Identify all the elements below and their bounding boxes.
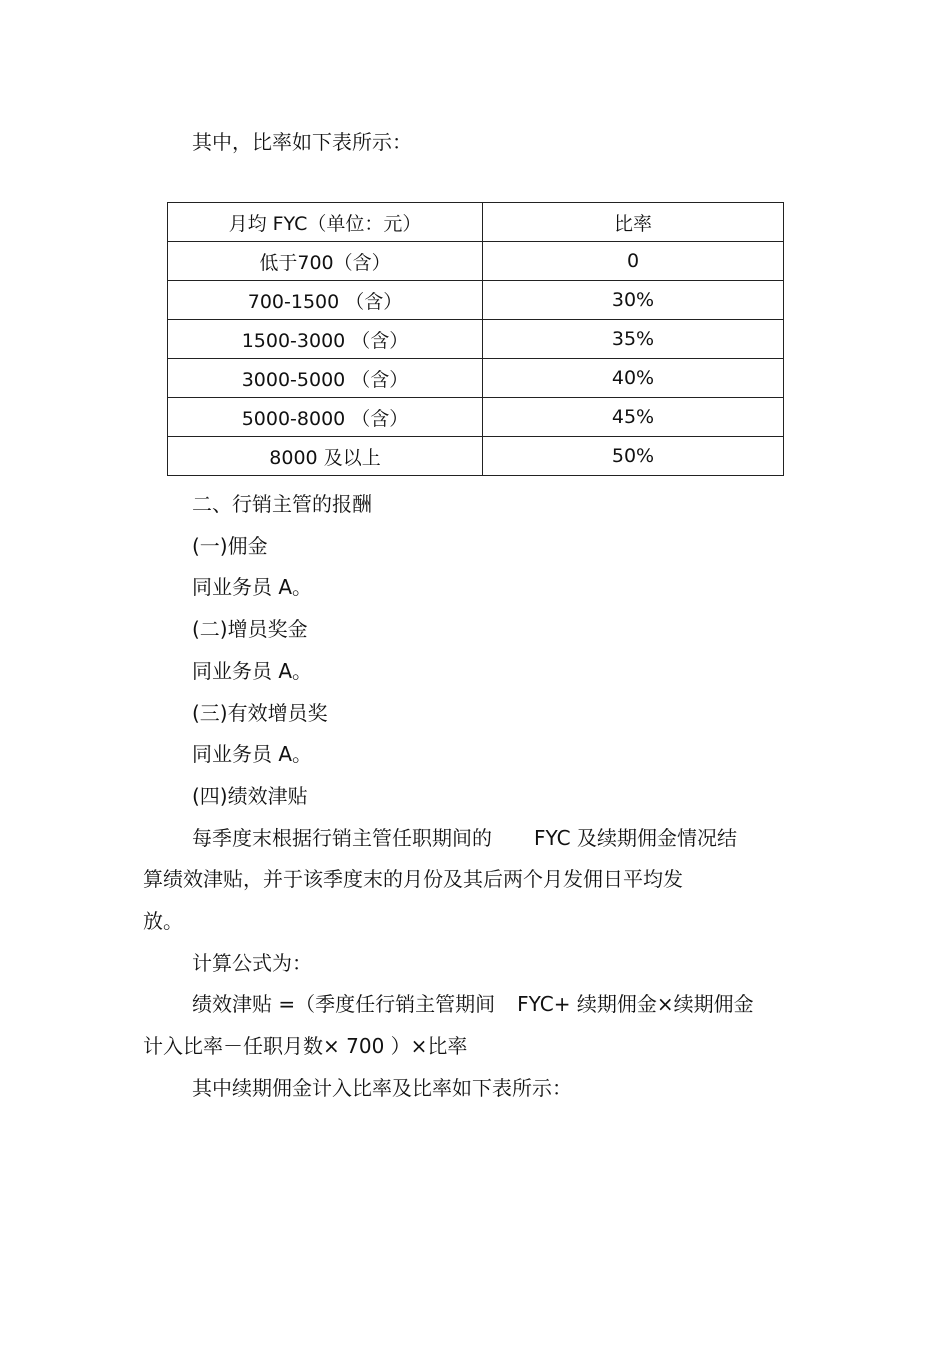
formula-label: 计算公式为： (192, 951, 312, 975)
paragraph-line-1-part-b: FYC 及续期佣金情况结 (534, 826, 737, 850)
commission-text: 同业务员 A。 (192, 575, 313, 599)
cell-rate: 35% (483, 320, 784, 359)
table-row (168, 437, 784, 476)
cell-rate: 50% (483, 437, 784, 476)
cell-fyc-range: 低于700（含） (168, 242, 483, 281)
paragraph-line-1-part-a: 每季度末根据行销主管任职期间的 (192, 826, 492, 850)
table-row (168, 398, 784, 437)
table-row (168, 359, 784, 398)
subheading-effective-recruit: (三)有效增员奖 (192, 701, 328, 725)
formula-line-1-part-b: FYC+ 续期佣金×续期佣金 (517, 992, 754, 1016)
cell-fyc-range: 8000 及以上 (168, 437, 483, 476)
recruit-bonus-text: 同业务员 A。 (192, 659, 313, 683)
cell-rate: 0 (483, 242, 784, 281)
table-row (168, 320, 784, 359)
table-row (168, 281, 784, 320)
formula-line-2: 计入比率－任职月数× 700 ）×比率 (143, 1034, 468, 1058)
paragraph-line-2: 算绩效津贴，并于该季度末的月份及其后两个月发佣日平均发 (143, 867, 683, 891)
closing-text: 其中续期佣金计入比率及比率如下表所示： (192, 1076, 572, 1100)
paragraph-line-1 (192, 824, 737, 852)
header-monthly-fyc: 月均 FYC（单位：元） (168, 203, 483, 242)
cell-fyc-range: 1500-3000 （含） (168, 320, 483, 359)
table-row (168, 242, 784, 281)
cell-rate: 40% (483, 359, 784, 398)
header-rate: 比率 (483, 203, 784, 242)
formula-line-1 (192, 990, 754, 1018)
cell-rate: 45% (483, 398, 784, 437)
cell-fyc-range: 700-1500 （含） (168, 281, 483, 320)
rate-table (167, 202, 784, 476)
section-heading: 二、行销主管的报酬 (192, 492, 372, 516)
formula-line-1-part-a: 绩效津贴 =（季度任行销主管期间 (192, 992, 496, 1016)
subheading-commission: (一)佣金 (192, 534, 268, 558)
table-header-row (168, 203, 784, 242)
cell-rate: 30% (483, 281, 784, 320)
paragraph-line-3: 放。 (143, 909, 183, 933)
intro-text: 其中，比率如下表所示： (192, 130, 412, 154)
subheading-recruit-bonus: (二)增员奖金 (192, 617, 308, 641)
cell-fyc-range: 3000-5000 （含） (168, 359, 483, 398)
effective-recruit-text: 同业务员 A。 (192, 742, 313, 766)
cell-fyc-range: 5000-8000 （含） (168, 398, 483, 437)
subheading-performance-allowance: (四)绩效津贴 (192, 784, 308, 808)
